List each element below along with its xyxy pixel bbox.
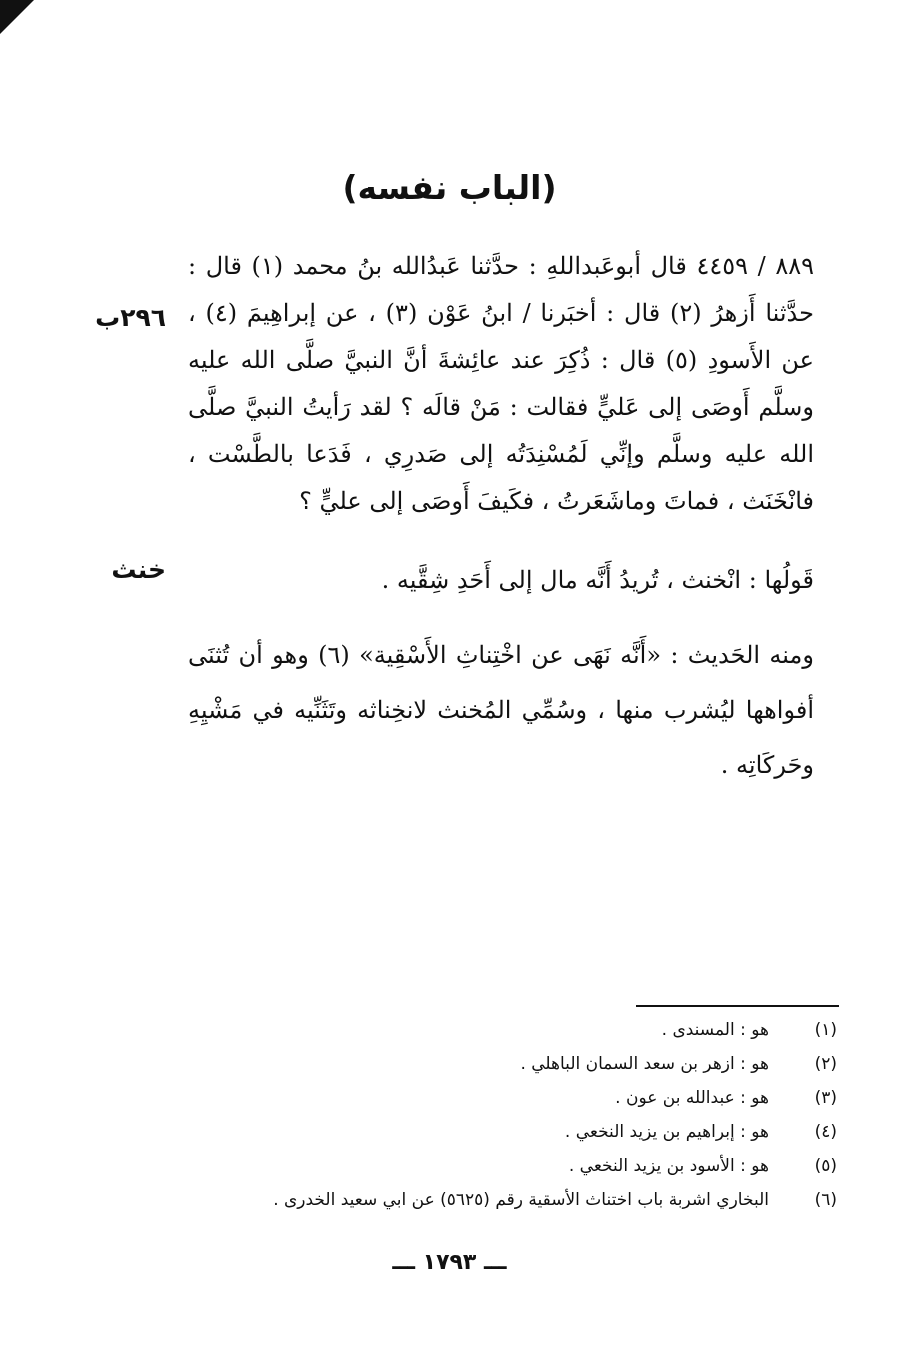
footnote-text: هو : عبدالله بن عون .: [615, 1088, 769, 1108]
footnote-text: البخاري اشربة باب اختناث الأسقية رقم (٥٦٢٥) عن ابي سعيد الخدرى .: [273, 1190, 769, 1210]
footnote-number: (٥): [814, 1156, 837, 1176]
footnote-divider: [636, 1005, 839, 1007]
footnote-number: (٣): [814, 1088, 837, 1108]
margin-note-keyword: خنث: [111, 555, 166, 584]
footnote-number: (٢): [814, 1054, 837, 1074]
explanation-paragraph: [188, 628, 814, 793]
commentary-text: قَولُها : انْخنث ، تُريدُ أَنَّه مال إلى أَحَدِ شِقَّيه .: [381, 566, 814, 594]
footnote-number: (٦): [814, 1190, 837, 1210]
footnote-text: هو : ازهر بن سعد السمان الباهلي .: [520, 1054, 769, 1074]
footnote-number: (١): [814, 1020, 837, 1040]
footnote-text: هو : إبراهيم بن يزيد النخعي .: [564, 1122, 769, 1142]
footnote-text: هو : المسندى .: [661, 1020, 769, 1040]
footnote-item: [157, 1149, 837, 1183]
footnote-item: [157, 1013, 837, 1047]
footnotes-list: [157, 1013, 837, 1217]
footnote-item: [157, 1081, 837, 1115]
corner-marker: [0, 0, 34, 34]
explanation-text: ومنه الحَديث : «أَنَّه نَهَى عن اخْتِناثِ الأَسْقِية» (٦) وهو أن تُثنَى أفواهها ليُشرب منها ، وسُمِّي المُخنث لانخِناثه وتَثَنِّيه في مَشْيِهِ وحَركَاتِه .: [188, 641, 815, 779]
hadith-paragraph: [188, 243, 814, 525]
margin-note-folio: ٢٩٦ب: [95, 303, 166, 332]
footnote-item: [157, 1115, 837, 1149]
footnote-text: هو : الأسود بن يزيد النخعي .: [568, 1156, 769, 1176]
footnote-item: [157, 1047, 837, 1081]
page-title: (الباب نفسه): [342, 168, 557, 207]
commentary-paragraph: [188, 557, 814, 604]
page-number: ـــ ١٧٩٣ ـــ: [392, 1250, 507, 1275]
hadith-text: ٨٨٩ / ٤٤٥٩ قال أبوعَبداللهِ : حدَّثنا عَبدُالله بنُ محمد (١) قال : حدَّثنا أَزهرُ (٢) قال : أخبَرنا / ابنُ عَوْن (٣) ، عن إبراهِيمَ (٤) ، عن الأَسودِ (٥) قال : ذُكِرَ عند عائِشةَ أنَّ النبيَّ صلَّى الله عليه وسلَّم أَوصَى إلى عَليٍّ فقالت : مَنْ قالَه ؟ لقد رَأيتُ النبيَّ صلَّى الله عليه وسلَّم وإنِّي لَمُسْنِدَتُه إلى صَدرِي ، فَدَعا بالطَّسْت ، فانْخَنَث ، فماتَ وماشَعَرتُ ، فكَيفَ أَوصَى إلى عليٍّ ؟: [188, 252, 815, 515]
footnote-number: (٤): [814, 1122, 837, 1142]
footnote-item: [157, 1183, 837, 1217]
